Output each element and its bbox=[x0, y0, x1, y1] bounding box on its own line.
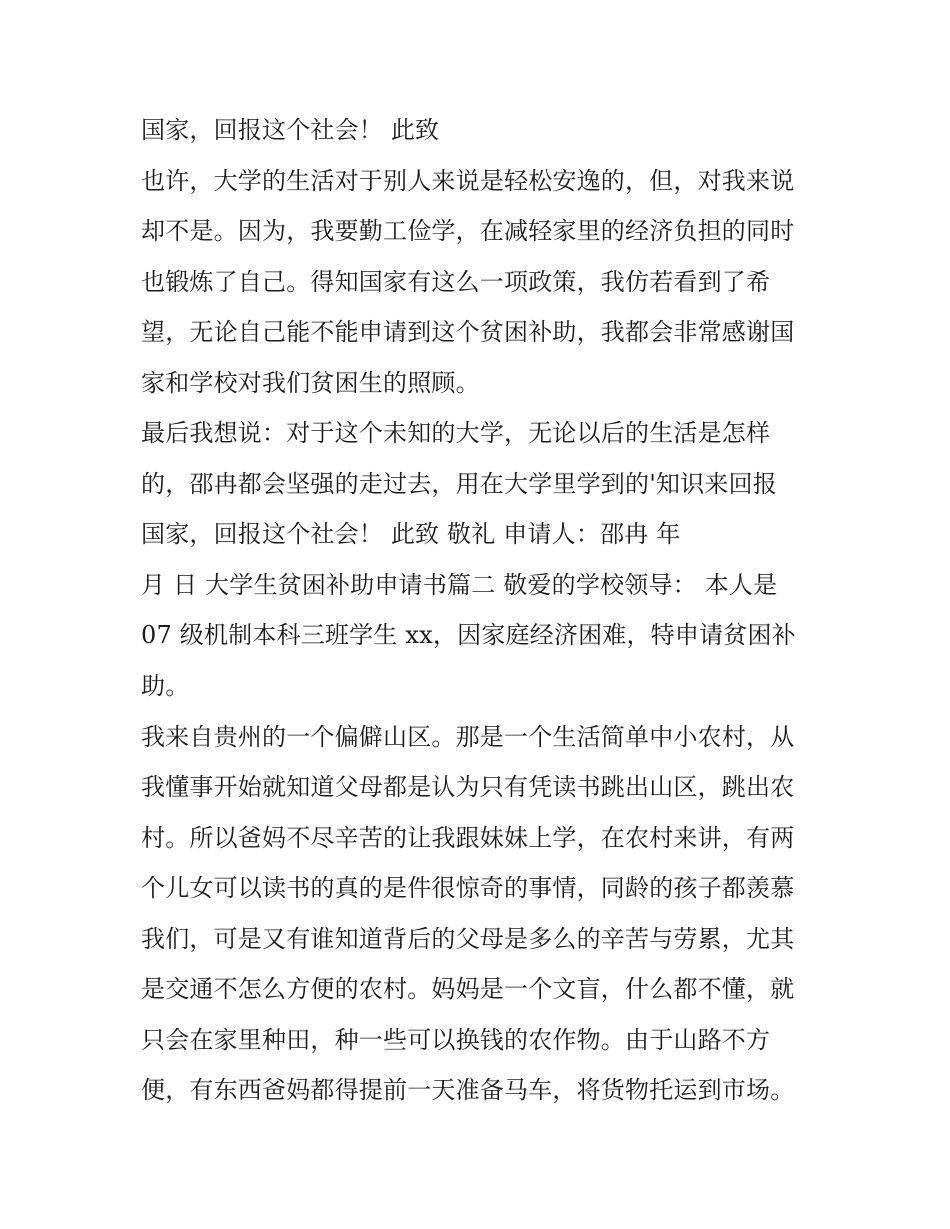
text-line: 只会在家里种田，种一些可以换钱的农作物。由于山路不方 bbox=[141, 1026, 771, 1054]
text-line: 便，有东西爸妈都得提前一天准备马车，将货物托运到市场。 bbox=[141, 1076, 795, 1104]
text-line: 我懂事开始就知道父母都是认为只有凭读书跳出山区，跳出农 bbox=[141, 773, 795, 801]
text-line: 我们，可是又有谁知道背后的父母是多么的辛苦与劳累，尤其 bbox=[141, 925, 795, 953]
text-line: 助。 bbox=[141, 672, 190, 700]
text-line: 也锻炼了自己。得知国家有这么一项政策，我仿若看到了希 bbox=[141, 268, 771, 296]
text-line: 国家，回报这个社会！ 此致 bbox=[141, 116, 440, 144]
text-line: 最后我想说：对于这个未知的大学，无论以后的生活是怎样 bbox=[141, 419, 771, 447]
text-line: 村。所以爸妈不尽辛苦的让我跟妹妹上学，在农村来讲，有两 bbox=[141, 824, 795, 852]
text-line: 家和学校对我们贫困生的照顾。 bbox=[141, 369, 480, 397]
text-line: 是交通不怎么方便的农村。妈妈是一个文盲，什么都不懂，就 bbox=[141, 975, 795, 1003]
text-line: 国家，回报这个社会！ 此致 敬礼 申请人：邵冉 年 bbox=[141, 520, 681, 548]
text-line: 的，邵冉都会坚强的走过去，用在大学里学到的'知识来回报 bbox=[141, 470, 777, 498]
text-line: 月 日 大学生贫困补助申请书篇二 敬爱的学校领导： 本人是 bbox=[141, 571, 778, 599]
text-line: 却不是。因为，我要勤工俭学，在减轻家里的经济负担的同时 bbox=[141, 217, 795, 245]
text-line: 个儿女可以读书的真的是件很惊奇的事情，同龄的孩子都羡慕 bbox=[141, 874, 795, 902]
text-line: 07 级机制本科三班学生 xx，因家庭经济困难，特申请贫困补 bbox=[141, 621, 796, 649]
text-line: 望，无论自己能不能申请到这个贫困补助，我都会非常感谢国 bbox=[141, 318, 795, 346]
text-line: 我来自贵州的一个偏僻山区。那是一个生活简单中小农村，从 bbox=[141, 723, 795, 751]
text-line: 也许，大学的生活对于别人来说是轻松安逸的，但，对我来说 bbox=[141, 167, 795, 195]
